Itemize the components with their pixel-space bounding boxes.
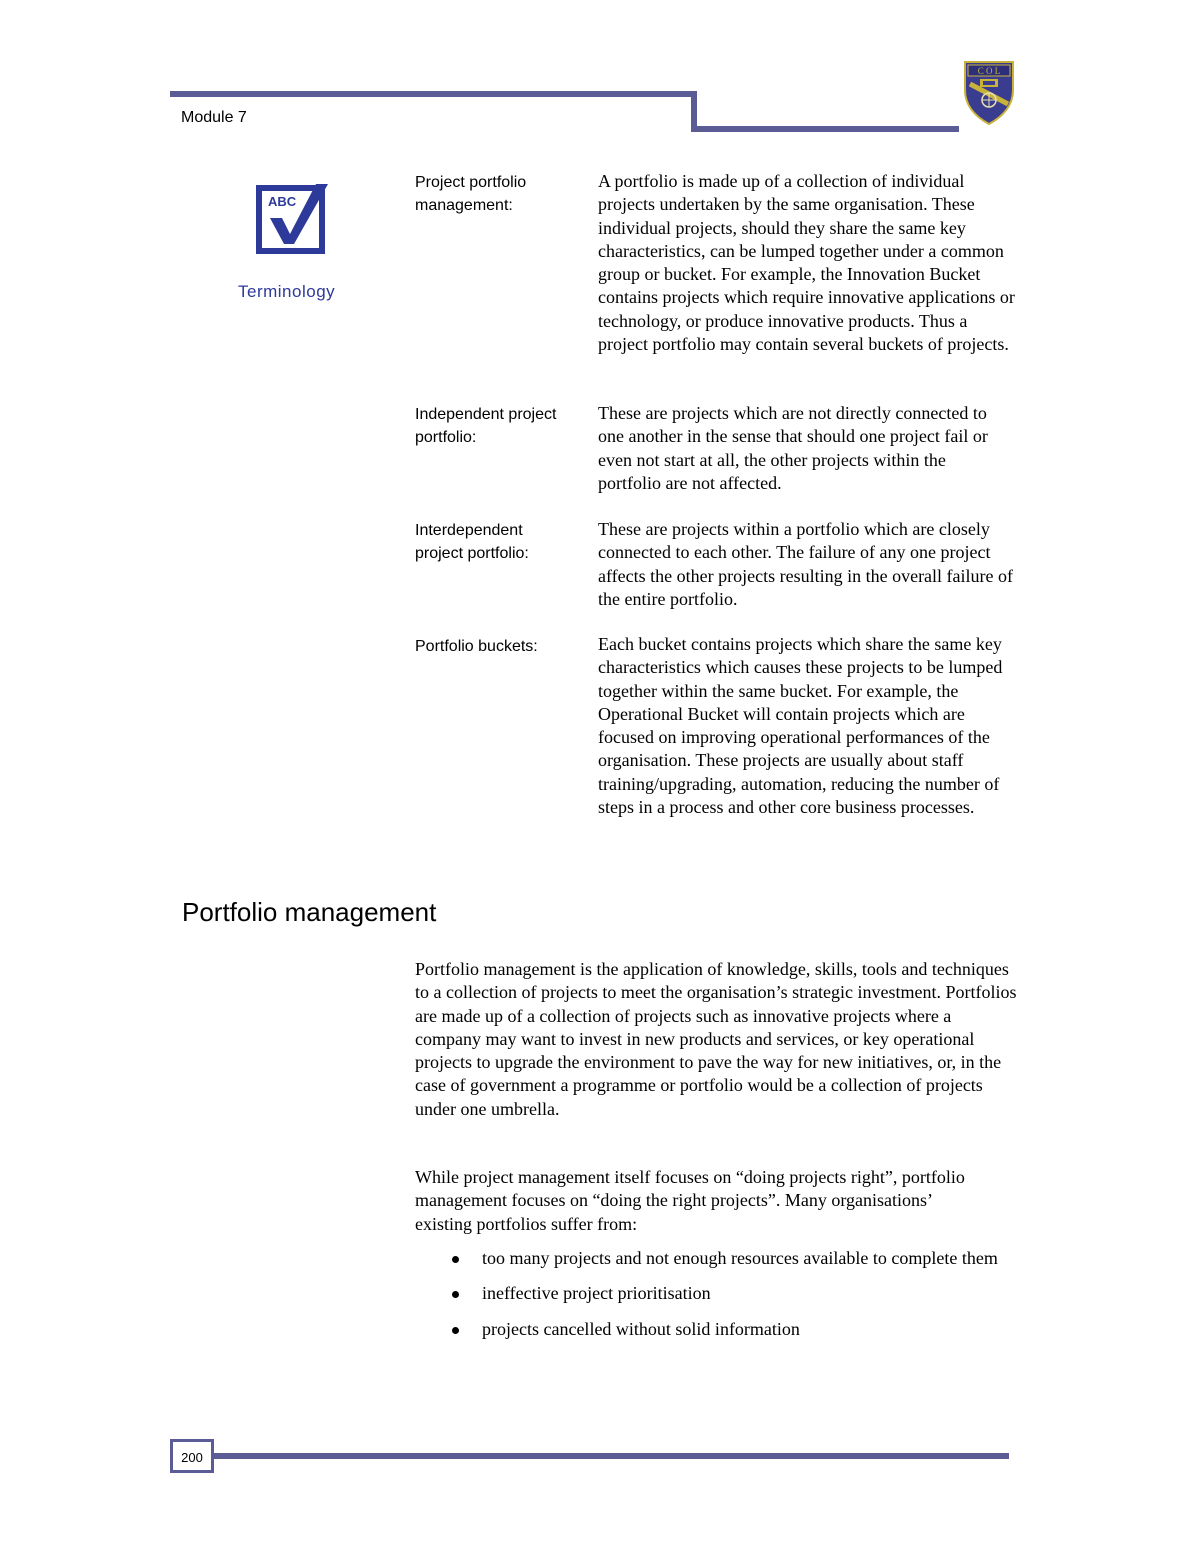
- term-definition: A portfolio is made up of a collection of individual projects undertaken by the same organisation. These individual projects, should they share the same key characteristics, can be lumped together under a common group or bucket. For example, the Innovation Bucket contains projects which require innovative applications or technology, or produce innovative products. Thus a project portfolio may contain several buckets of projects.: [598, 171, 1015, 355]
- section-paragraph: Portfolio management is the application of knowledge, skills, tools and techniques to a collection of projects to meet the organisation’s strategic investment. Portfolios are made up of a collection of projects such as innovative projects where a company may want to invest in new products and services, or key operational projects to upgrade the environment to pave the way for new initiatives, or, in the case of government a programme or portfolio would be a collection of projects under one umbrella.: [415, 959, 1017, 1119]
- term-definition: Each bucket contains projects which share the same key characteristics which causes these projects to be lumped together within the same bucket. For example, the Operational Bucket will contain projects which are focused on improving operational performances of the organisation. These projects are usually about staff training/upgrading, automation, reducing the number of steps in a process and other core business processes.: [598, 634, 1003, 818]
- page-number: 200: [181, 1450, 203, 1465]
- abc-checkbox-icon: [256, 182, 330, 256]
- list-item-text: too many projects and not enough resources available to complete them: [482, 1248, 998, 1268]
- bullet-list: [415, 1247, 1020, 1353]
- term-label: Project portfolio management:: [415, 174, 527, 214]
- abc-text: ABC: [268, 194, 297, 209]
- terminology-caption: Terminology: [238, 282, 336, 301]
- bullet-icon: [452, 1327, 459, 1334]
- col-logo: [962, 60, 1016, 126]
- footer-rule: [212, 1453, 1009, 1459]
- header-rule-right: [691, 126, 959, 132]
- list-item-text: ineffective project prioritisation: [482, 1283, 711, 1304]
- header-rule-left: [170, 91, 697, 97]
- term-label: Independent project portfolio:: [415, 406, 557, 446]
- list-item: [415, 1318, 1020, 1341]
- term-definition: These are projects within a portfolio which are closely connected to each other. The failure of any one project affects the other projects resulting in the overall failure of the entire portfolio.: [598, 519, 1014, 609]
- list-item: [415, 1247, 1020, 1270]
- logo-text: C O L: [977, 66, 1001, 76]
- term-label: Interdependent project portfolio:: [415, 522, 529, 562]
- term-label: Portfolio buckets:: [415, 638, 538, 655]
- bullet-icon: [452, 1256, 459, 1263]
- bullet-icon: [452, 1291, 459, 1298]
- list-item-text: projects cancelled without solid information: [482, 1318, 800, 1339]
- terminology-icon: [256, 182, 330, 256]
- module-label: Module 7: [181, 109, 247, 126]
- page-number-box: [170, 1439, 214, 1473]
- term-definition: These are projects which are not directly connected to one another in the sense that should one project fail or even not start at all, the other projects within the portfolio are not affected.: [598, 403, 988, 493]
- section-heading: Portfolio management: [182, 897, 437, 927]
- col-crest-icon: [962, 60, 1016, 126]
- section-paragraph: While project management itself focuses on “doing projects right”, portfolio management focuses on “doing the right projects”. Many organisations’ existing portfolios suffer from:: [415, 1167, 965, 1234]
- list-item: [415, 1282, 1020, 1305]
